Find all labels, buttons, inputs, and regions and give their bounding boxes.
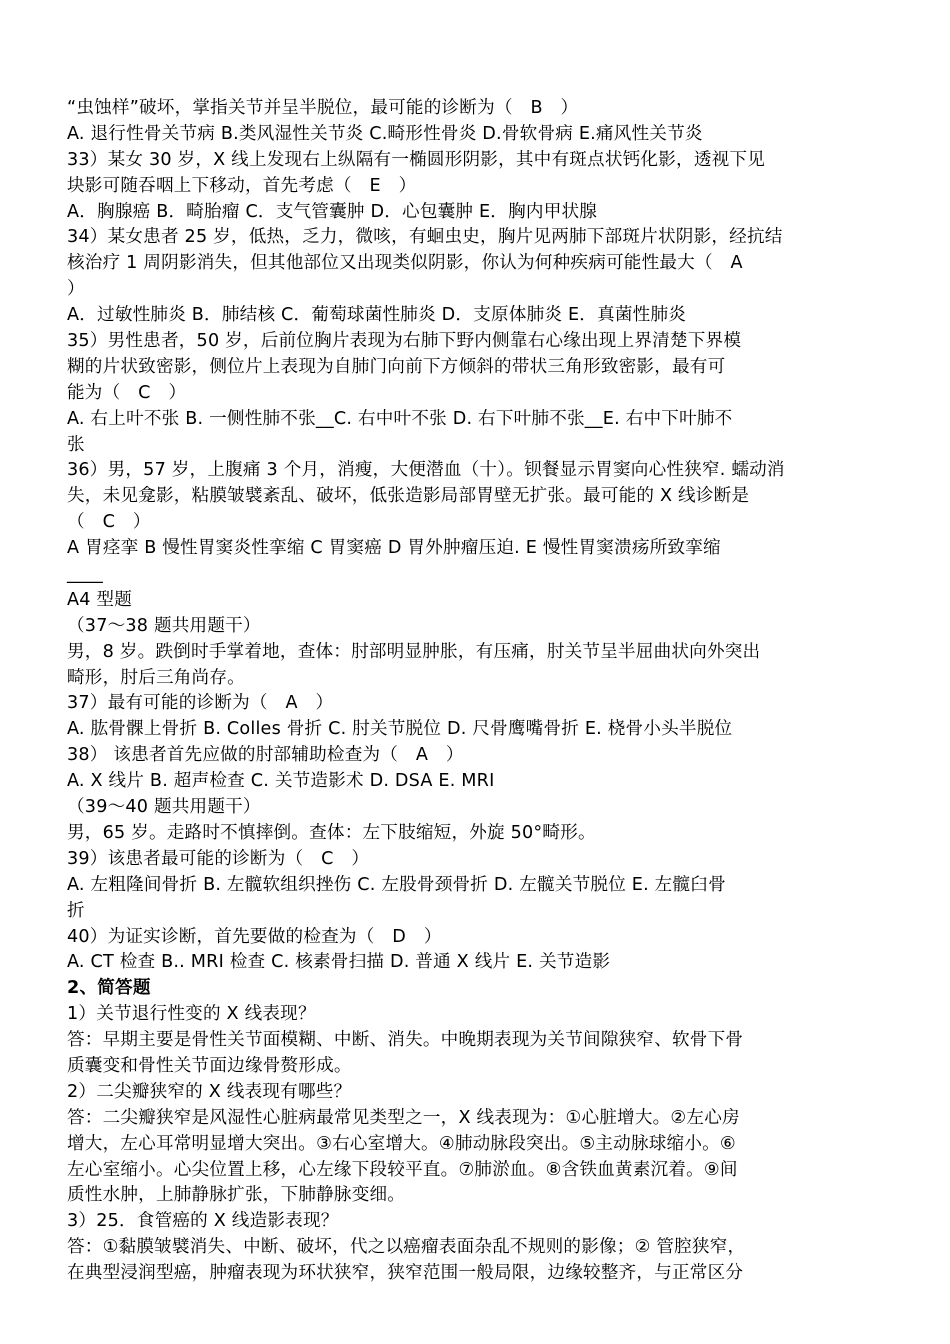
text-line: 在典型浸润型癌，肿瘤表现为环状狭窄，狭窄范围一般局限，边缘较整齐，与正常区分 bbox=[67, 1263, 744, 1284]
text-line: 33）某女 30 岁，X 线上发现右上纵隔有一椭圆形阴影，其中有斑点状钙化影，透视下见 bbox=[67, 149, 765, 170]
text-line: （ C ） bbox=[67, 512, 151, 533]
text-line: 36）男，57 岁，上腹痛 3 个月，消瘦，大便潜血（十）。钡餐显示胃窦向心性狭窄. 蠕动消 bbox=[67, 460, 785, 481]
text-line: A. CT 检查 B.. MRI 检查 C. 核素骨扫描 D. 普通 X 线片 E. 关节造影 bbox=[67, 952, 611, 973]
text-line: 能为（ C ） bbox=[67, 382, 187, 403]
text-line: （39～40 题共用题干） bbox=[67, 797, 261, 818]
text-line: 2）二尖瓣狭窄的 X 线表现有哪些？ bbox=[67, 1081, 352, 1102]
text-line: 失，未见龛影，粘膜皱襞紊乱、破坏，低张造影局部胃壁无扩张。最可能的 X 线诊断是 bbox=[67, 486, 750, 507]
text-line: 块影可随吞咽上下移动，首先考虑（ E ） bbox=[67, 175, 417, 196]
text-line: A. 退行性骨关节病 B.类风湿性关节炎 C.畸形性骨炎 D.骨软骨病 E.痛风性关节炎 bbox=[67, 123, 703, 144]
section-heading-short-answer: 2、简答题 bbox=[67, 978, 151, 999]
text-line: 男，8 岁。跌倒时手掌着地，查体：肘部明显肿胀，有压痛，肘关节呈半屈曲状向外突出 bbox=[67, 641, 761, 662]
text-line: 答：①黏膜皱襞消失、中断、破坏，代之以癌瘤表面杂乱不规则的影像；② 管腔狭窄， bbox=[67, 1237, 746, 1258]
document-page bbox=[67, 96, 887, 1287]
text-line: （37～38 题共用题干） bbox=[67, 615, 261, 636]
text-line: A．胸腺癌 B．畸胎瘤 C．支气管囊肿 D．心包囊肿 E．胸内甲状腺 bbox=[67, 201, 598, 222]
text-line: 畸形，肘后三角尚存。 bbox=[67, 667, 245, 688]
text-line: 40）为证实诊断，首先要做的检查为（ D ） bbox=[67, 926, 442, 947]
text-line: ____ bbox=[67, 564, 103, 585]
text-line: 38） 该患者首先应做的肘部辅助检查为（ A ） bbox=[67, 745, 464, 766]
text-line: A. 右上叶不张 B. 一侧性肺不张__C. 右中叶不张 D. 右下叶肺不张__E. 右中下叶肺不 bbox=[67, 408, 733, 429]
text-line: “虫蚀样”破坏，掌指关节并呈半脱位，最可能的诊断为（ B ） bbox=[67, 98, 579, 118]
text-line: 39）该患者最可能的诊断为（ C ） bbox=[67, 848, 370, 869]
text-line: A. 左粗隆间骨折 B. 左髋软组织挫伤 C. 左股骨颈骨折 D. 左髋关节脱位 E. 左髋臼骨 bbox=[67, 874, 726, 895]
text-line: 1）关节退行性变的 X 线表现？ bbox=[67, 1004, 316, 1025]
text-line: A. 肱骨髁上骨折 B. Colles 骨折 C. 肘关节脱位 D. 尺骨鹰嘴骨折 E. 桡骨小头半脱位 bbox=[67, 719, 733, 740]
text-line: 左心室缩小。心尖位置上移，心左缘下段较平直。⑦肺淤血。⑧含铁血黄素沉着。⑨间 bbox=[67, 1159, 738, 1180]
text-line: ） bbox=[67, 279, 85, 300]
text-line: 答：早期主要是骨性关节面模糊、中断、消失。中晚期表现为关节间隙狭窄、软骨下骨 bbox=[67, 1030, 744, 1051]
text-line: 核治疗 1 周阴影消失，但其他部位又出现类似阴影，你认为何种疾病可能性最大（ A bbox=[67, 253, 743, 274]
text-line: 质囊变和骨性关节面边缘骨赘形成。 bbox=[67, 1055, 352, 1076]
text-line: 35）男性患者，50 岁，后前位胸片表现为右肺下野内侧靠右心缘出现上界清楚下界模 bbox=[67, 331, 742, 352]
text-line: 质性水肿，上肺静脉扩张，下肺静脉变细。 bbox=[67, 1185, 406, 1206]
text-line: A．过敏性肺炎 B．肺结核 C．葡萄球菌性肺炎 D．支原体肺炎 E．真菌性肺炎 bbox=[67, 305, 687, 326]
text-line: 男，65 岁。走路时不慎摔倒。查体：左下肢缩短，外旋 50°畸形。 bbox=[67, 822, 596, 843]
text-line: 答：二尖瓣狭窄是风湿性心脏病最常见类型之一，X 线表现为：①心脏增大。②左心房 bbox=[67, 1107, 740, 1128]
text-line: 张 bbox=[67, 434, 85, 455]
text-line: A 胃痉挛 B 慢性胃窦炎性挛缩 C 胃窦癌 D 胃外肿瘤压迫. E 慢性胃窦溃疡所致挛缩 bbox=[67, 538, 721, 559]
text-line: 增大，左心耳常明显增大突出。③右心室增大。④肺动脉段突出。⑤主动脉球缩小。⑥ bbox=[67, 1133, 736, 1154]
text-line: 34）某女患者 25 岁，低热，乏力，微咳，有蛔虫史，胸片见两肺下部斑片状阴影，经抗结 bbox=[67, 227, 783, 248]
text-line: 折 bbox=[67, 900, 85, 921]
section-heading-a4: A4 型题 bbox=[67, 589, 133, 610]
text-line: 37）最有可能的诊断为（ A ） bbox=[67, 693, 334, 714]
text-line: A. X 线片 B. 超声检查 C. 关节造影术 D. DSA E. MRI bbox=[67, 771, 495, 792]
text-line: 糊的片状致密影，侧位片上表现为自肺门向前下方倾斜的带状三角形致密影，最有可 bbox=[67, 356, 726, 377]
text-line: 3）25．食管癌的 X 线造影表现？ bbox=[67, 1211, 339, 1232]
